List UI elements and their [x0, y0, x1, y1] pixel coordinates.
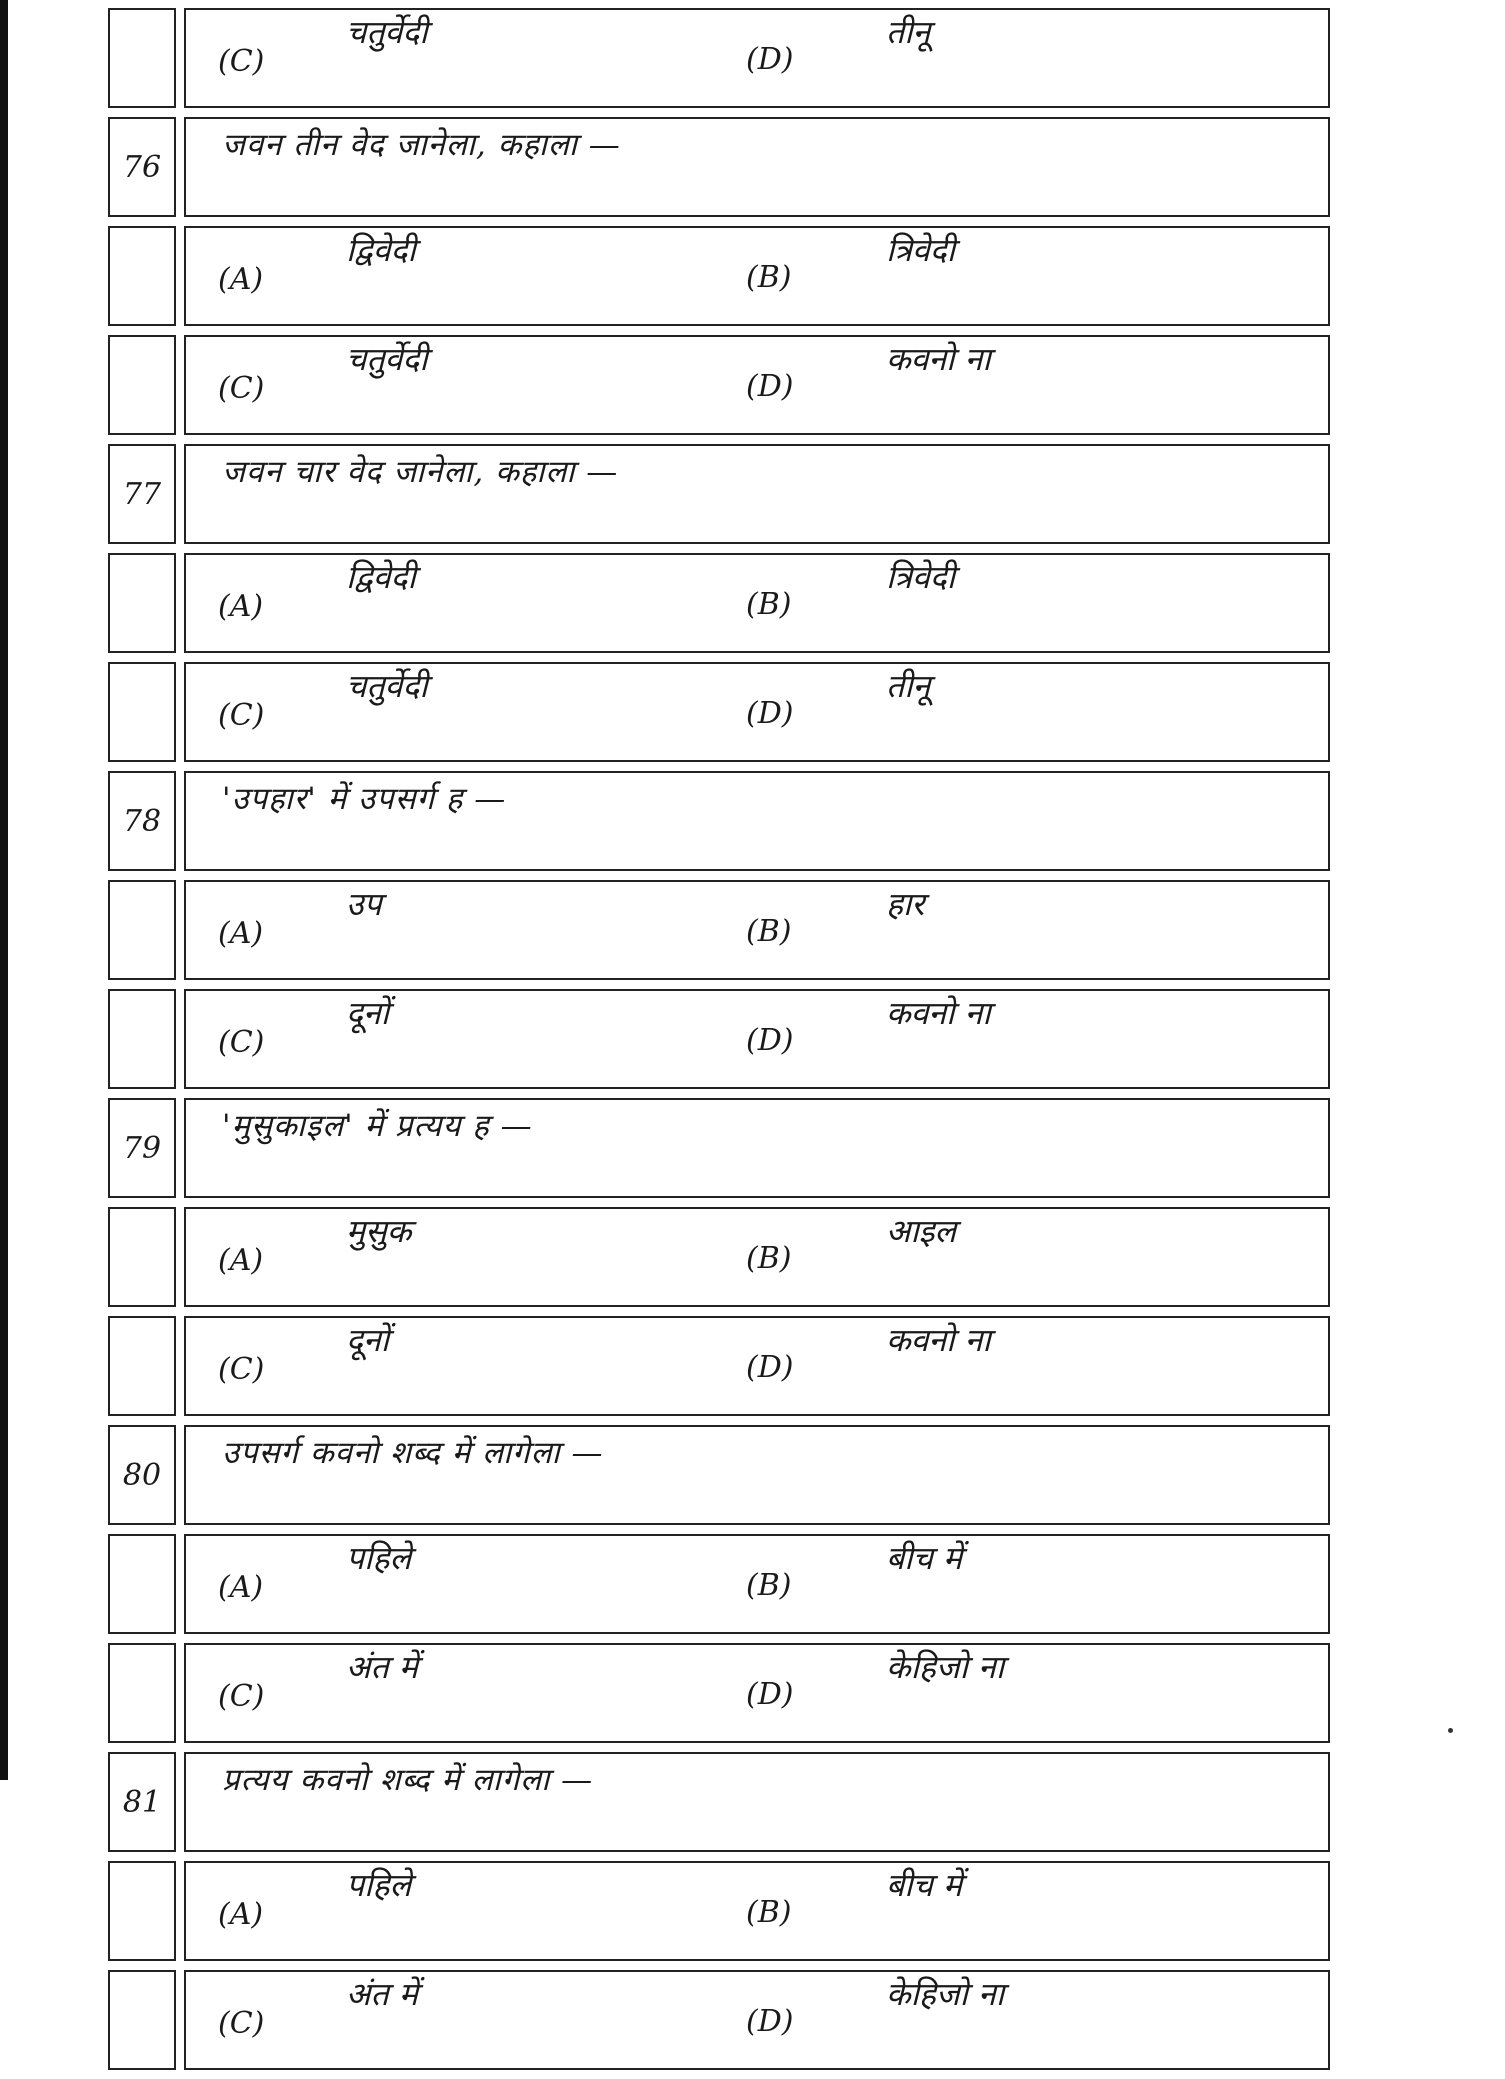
option-letter: (D) — [746, 2004, 794, 2039]
speck-mark — [1448, 1728, 1453, 1733]
option-text: कवनो ना — [886, 340, 991, 378]
question-number-cell: 79 — [108, 1098, 176, 1198]
question-number-cell: 76 — [108, 117, 176, 217]
question-text: उपसर्ग कवनो शब्द में लागेला — — [222, 1435, 604, 1471]
question-cell — [184, 117, 1330, 217]
option-text: अंत में — [346, 1975, 418, 2013]
option-text: तीनू — [886, 667, 931, 705]
option-text: तीनू — [886, 13, 931, 51]
options-cell — [184, 880, 1330, 980]
question-number-cell — [108, 989, 176, 1089]
option-text: द्विवेदी — [346, 231, 416, 269]
option-letter: (C) — [218, 1679, 265, 1714]
options-row — [108, 553, 1330, 653]
option-letter: (B) — [746, 1241, 792, 1276]
option-letter: (D) — [746, 1677, 794, 1712]
question-text: प्रत्यय कवनो शब्द में लागेला — — [222, 1762, 594, 1798]
question-number-cell — [108, 1534, 176, 1634]
question-row — [108, 1098, 1330, 1198]
question-number-cell — [108, 1316, 176, 1416]
options-row — [108, 1534, 1330, 1634]
option-text: त्रिवेदी — [886, 558, 956, 596]
options-cell — [184, 335, 1330, 435]
options-row — [108, 1643, 1330, 1743]
option-text: बीच में — [886, 1866, 963, 1904]
option-letter: (D) — [746, 1350, 794, 1385]
options-cell — [184, 8, 1330, 108]
option-letter: (D) — [746, 1023, 794, 1058]
options-cell — [184, 226, 1330, 326]
option-letter: (C) — [218, 371, 265, 406]
question-cell — [184, 1752, 1330, 1852]
question-number-cell: 81 — [108, 1752, 176, 1852]
question-row — [108, 771, 1330, 871]
option-letter: (A) — [218, 916, 264, 951]
options-cell — [184, 989, 1330, 1089]
question-cell — [184, 771, 1330, 871]
option-letter: (B) — [746, 260, 792, 295]
options-row — [108, 335, 1330, 435]
options-cell — [184, 1861, 1330, 1961]
option-text: दूनों — [346, 1321, 390, 1359]
question-number-cell — [108, 880, 176, 980]
question-cell — [184, 1098, 1330, 1198]
options-row — [108, 880, 1330, 980]
options-cell — [184, 1207, 1330, 1307]
question-cell — [184, 1425, 1330, 1525]
question-number-cell — [108, 1861, 176, 1961]
option-text: चतुर्वेदी — [346, 667, 428, 705]
options-row — [108, 662, 1330, 762]
option-text: आइल — [886, 1212, 957, 1250]
option-letter: (A) — [218, 1570, 264, 1605]
options-row — [108, 226, 1330, 326]
option-letter: (C) — [218, 2006, 265, 2041]
option-text: चतुर्वेदी — [346, 340, 428, 378]
option-text: हार — [886, 885, 925, 923]
option-text: चतुर्वेदी — [346, 13, 428, 51]
options-cell — [184, 1316, 1330, 1416]
option-text: पहिले — [346, 1539, 412, 1577]
option-letter: (D) — [746, 42, 794, 77]
option-letter: (A) — [218, 262, 264, 297]
question-text: 'मुसुकाइल' में प्रत्यय ह — — [222, 1108, 533, 1144]
option-letter: (B) — [746, 1568, 792, 1603]
question-number-cell — [108, 1643, 176, 1743]
question-cell — [184, 444, 1330, 544]
option-text: उप — [346, 885, 382, 923]
question-number-cell — [108, 8, 176, 108]
option-letter: (B) — [746, 1895, 792, 1930]
option-text: कवनो ना — [886, 994, 991, 1032]
option-text: केहिजो ना — [886, 1648, 1005, 1686]
question-row — [108, 1752, 1330, 1852]
option-text: बीच में — [886, 1539, 963, 1577]
option-text: केहिजो ना — [886, 1975, 1005, 2013]
options-row — [108, 1861, 1330, 1961]
question-number-cell — [108, 553, 176, 653]
options-row — [108, 8, 1330, 108]
question-number-cell — [108, 662, 176, 762]
options-cell — [184, 1643, 1330, 1743]
option-letter: (C) — [218, 1025, 265, 1060]
option-text: अंत में — [346, 1648, 418, 1686]
option-letter: (B) — [746, 914, 792, 949]
question-number-cell — [108, 335, 176, 435]
option-letter: (A) — [218, 1243, 264, 1278]
question-number-cell: 78 — [108, 771, 176, 871]
options-row — [108, 1316, 1330, 1416]
option-text: दूनों — [346, 994, 390, 1032]
option-letter: (C) — [218, 698, 265, 733]
option-letter: (A) — [218, 1897, 264, 1932]
page-edge-shadow — [0, 0, 8, 1780]
question-text: 'उपहार' में उपसर्ग ह — — [222, 781, 507, 817]
options-cell — [184, 553, 1330, 653]
question-table — [108, 8, 1330, 2079]
question-row — [108, 1425, 1330, 1525]
option-letter: (D) — [746, 369, 794, 404]
option-letter: (C) — [218, 44, 265, 79]
option-text: द्विवेदी — [346, 558, 416, 596]
options-row — [108, 989, 1330, 1089]
question-number-cell — [108, 1207, 176, 1307]
options-cell — [184, 1534, 1330, 1634]
option-letter: (A) — [218, 589, 264, 624]
question-text: जवन चार वेद जानेला, कहाला — — [222, 454, 619, 490]
question-number-cell: 77 — [108, 444, 176, 544]
question-row — [108, 117, 1330, 217]
options-row — [108, 1207, 1330, 1307]
question-number-cell — [108, 1970, 176, 2070]
options-cell — [184, 662, 1330, 762]
options-row — [108, 1970, 1330, 2070]
question-number-cell — [108, 226, 176, 326]
option-text: मुसुक — [346, 1212, 412, 1250]
option-letter: (B) — [746, 587, 792, 622]
question-number-cell: 80 — [108, 1425, 176, 1525]
option-letter: (D) — [746, 696, 794, 731]
option-text: पहिले — [346, 1866, 412, 1904]
option-text: त्रिवेदी — [886, 231, 956, 269]
option-letter: (C) — [218, 1352, 265, 1387]
question-text: जवन तीन वेद जानेला, कहाला — — [222, 127, 621, 163]
question-row — [108, 444, 1330, 544]
option-text: कवनो ना — [886, 1321, 991, 1359]
options-cell — [184, 1970, 1330, 2070]
